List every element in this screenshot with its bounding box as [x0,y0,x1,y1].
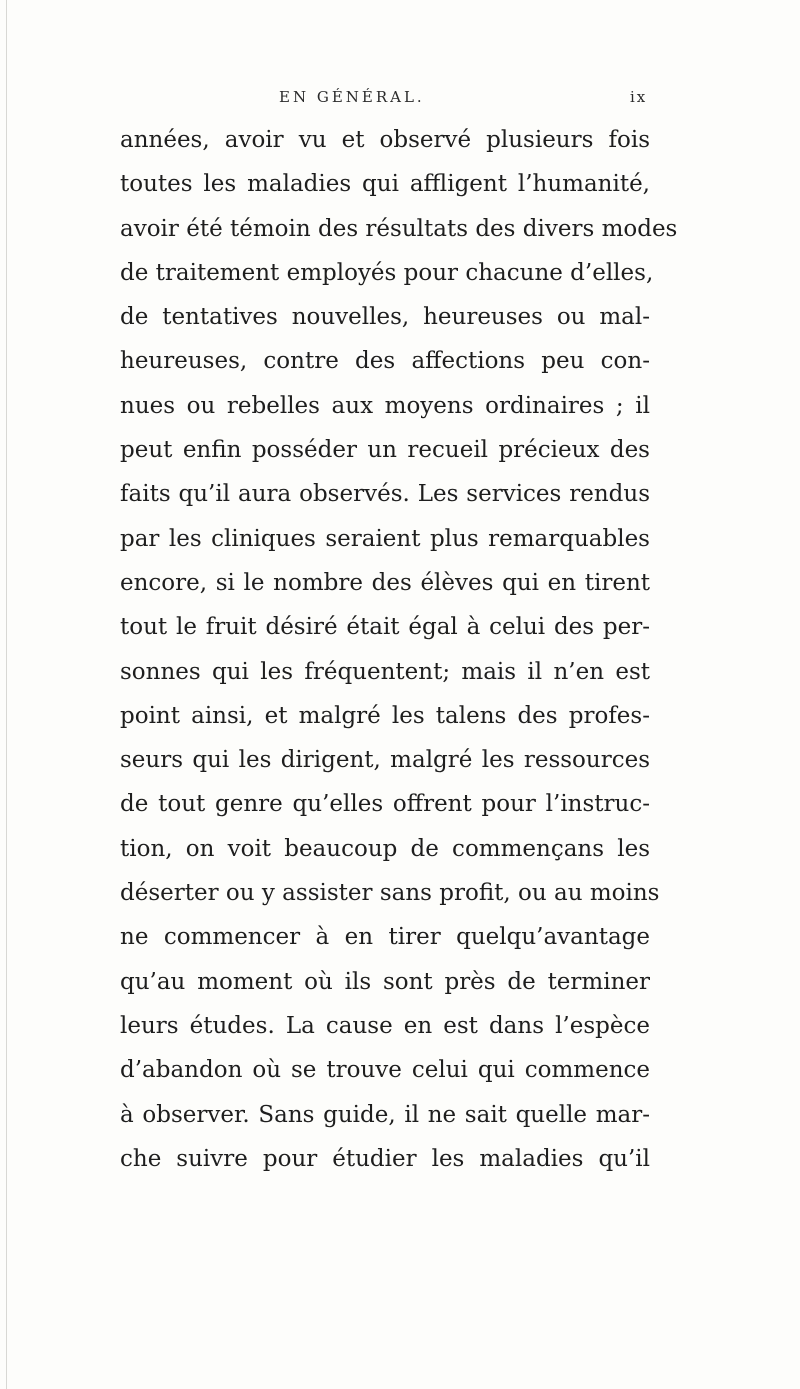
text-line: d’abandon où se trouve celui qui commence [120,1057,650,1084]
body-text [120,118,678,1181]
text-line: sonnes qui les fréquentent; mais il n’en est [120,658,650,685]
text-line: tout le fruit désiré était égal à celui des per- [120,614,650,641]
text-line: encore, si le nombre des élèves qui en tirent [120,569,650,596]
running-title: EN GÉNÉRAL. [279,88,425,106]
text-line: de tentatives nouvelles, heureuses ou mal- [120,304,650,331]
text-line: che suivre pour étudier les maladies qu’il [120,1145,650,1172]
page-edge [6,0,7,1389]
running-head [0,88,800,110]
text-line: de traitement employés pour chacune d’elles, [120,259,654,286]
text-line: par les cliniques seraient plus remarquables [120,525,650,552]
text-line: seurs qui les dirigent, malgré les ressources [120,747,650,774]
text-line: de tout genre qu’elles offrent pour l’instruc- [120,791,650,818]
text-line: toutes les maladies qui affligent l’humanité, [120,171,650,198]
text-line: point ainsi, et malgré les talens des profes- [120,702,650,729]
text-line: avoir été témoin des résultats des divers modes [120,215,678,242]
text-line: heureuses, contre des affections peu con- [120,348,650,375]
text-line: ne commencer à en tirer quelqu’avantage [120,924,650,951]
text-line: faits qu’il aura observés. Les services rendus [120,481,650,508]
text-line: nues ou rebelles aux moyens ordinaires ; il [120,392,650,419]
text-line: à observer. Sans guide, il ne sait quelle mar- [120,1101,650,1128]
text-line: peut enfin posséder un recueil précieux des [120,437,650,464]
text-line: années, avoir vu et observé plusieurs fois [120,127,650,153]
text-line: déserter ou y assister sans profit, ou au moins [120,880,660,907]
text-line: qu’au moment où ils sont près de terminer [120,968,650,995]
text-line: tion, on voit beaucoup de commençans les [120,835,650,862]
page-number: ix [630,88,648,106]
text-line: leurs études. La cause en est dans l’espèce [120,1012,650,1039]
